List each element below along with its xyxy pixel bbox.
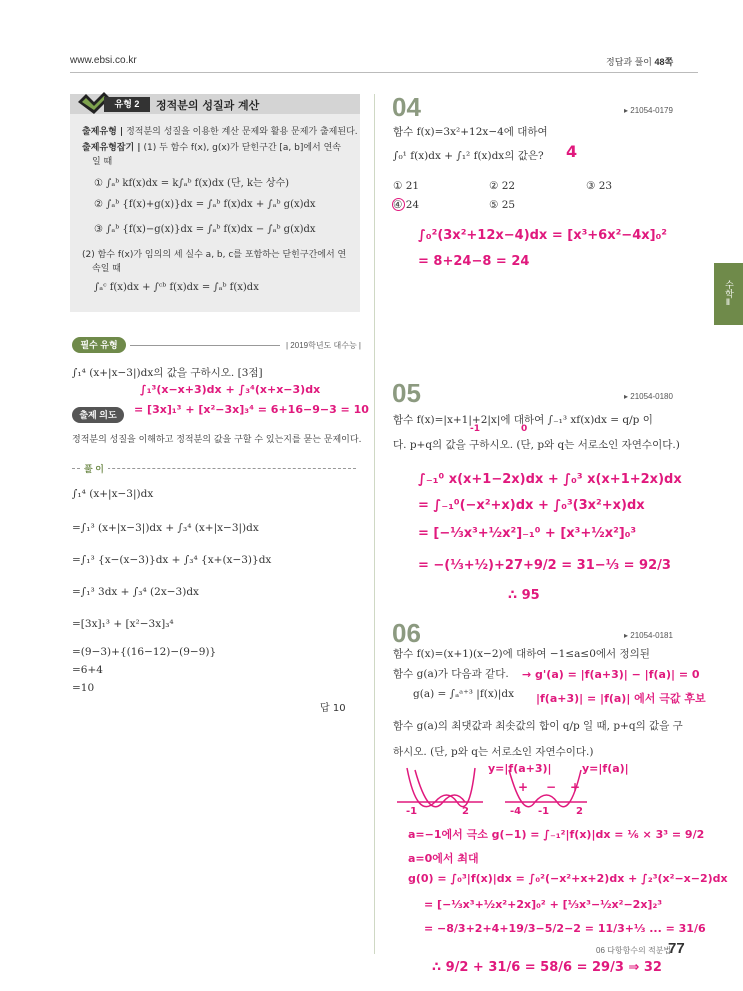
q05-line1: 함수 f(x)=|x+1|+2|x|에 대하여 ∫₋₁³ xf(x)dx = q/p 이 (393, 414, 653, 426)
solution-answer: 답 10 (320, 703, 346, 714)
solution-step-1: ∫₁⁴ (x+|x−3|)dx (72, 488, 154, 500)
q06-sign-plus-2: + (570, 780, 581, 794)
q05-hw-5: ∴ 95 (508, 588, 540, 603)
q06-hw-5: = −8/3+2+4+19/3−5/2−2 = 11/3+⅓ ... = 31/6 (424, 922, 706, 935)
footer-chapter: 06 다항함수의 적분법 (596, 946, 672, 955)
q05-hw-zero: 0 (521, 424, 528, 434)
q06-line1: 함수 f(x)=(x+1)(x−2)에 대하여 −1≤a≤0에서 정의된 (393, 648, 650, 660)
required-problem: ∫₁⁴ (x+|x−3|)dx의 값을 구하시오. [3점] (72, 367, 263, 379)
q06-graph-label-1: y=|f(a+3)| (488, 762, 552, 775)
required-badge: 필수 유형 (72, 337, 126, 353)
q06-hw-3: g(0) = ∫₀³|f(x)|dx = ∫₀²(−x²+x+2)dx + ∫₂³(x²−x−2)dx (408, 872, 728, 885)
type-badge: 유형 2 (104, 97, 150, 112)
q06-hw-1: a=−1에서 극소 g(−1) = ∫₋₁²|f(x)|dx = ⅙ × 3³ = 9/2 (408, 828, 705, 841)
property-2: ② ∫ₐᵇ {f(x)+g(x)}dx = ∫ₐᵇ f(x)dx + ∫ₐᵇ g(x)dx (94, 199, 316, 210)
type-box (70, 94, 360, 312)
solution-label: 풀 이 (80, 462, 108, 475)
q06-line2: 함수 g(a)가 다음과 같다. (393, 668, 509, 680)
side-tab[interactable]: 수학Ⅱ (714, 263, 743, 325)
q06-formula: g(a) = ∫ₐᵃ⁺³ |f(x)|dx (413, 688, 515, 700)
required-hw-2: = [3x]₁³ + [x²−3x]₃⁴ = 6+16−9−3 = 10 (134, 403, 369, 416)
q06-hw-2: a=0에서 최대 (408, 852, 479, 865)
solution-step-3: =∫₁³ {x−(x−3)}dx + ∫₃⁴ {x+(x−3)}dx (72, 554, 272, 566)
q04-choice-3[interactable]: ③ 23 (586, 180, 613, 192)
solution-rule (72, 468, 356, 470)
selected-answer-circle (392, 198, 405, 211)
q06-code: ▸ 21054-0181 (624, 631, 673, 640)
header-rule (70, 72, 698, 73)
solution-step-8: =10 (72, 682, 95, 694)
q06-graph-label-2: y=|f(a)| (582, 762, 629, 775)
required-rule (130, 345, 280, 346)
property-1: ① ∫ₐᵇ kf(x)dx = k∫ₐᵇ f(x)dx (단, k는 상수) (94, 178, 290, 189)
q04-number: 04 (392, 92, 421, 122)
q04-choice-2[interactable]: ② 22 (489, 180, 516, 192)
site-url: www.ebsi.co.kr (70, 55, 137, 66)
type-line1: 출제유형 | 정적분의 성질을 이용한 계산 문제와 활용 문제가 출제된다. (82, 127, 358, 137)
page-number: 77 (668, 940, 685, 957)
type-line2-cont: 일 때 (92, 157, 113, 167)
q05-hw-4: = −(⅓+½)+27+9/2 = 31−⅓ = 92/3 (418, 558, 671, 573)
column-divider (374, 94, 375, 954)
type-title: 정적분의 성질과 계산 (156, 99, 260, 112)
property-3: ③ ∫ₐᵇ {f(x)−g(x)}dx = ∫ₐᵇ f(x)dx − ∫ₐᵇ g(x)dx (94, 224, 316, 235)
q06-sign-minus: − (546, 780, 557, 794)
q04-choice-4[interactable]: ④ 24 (393, 199, 420, 211)
q06-hw-6: ∴ 9/2 + 31/6 = 58/6 = 29/3 ⇒ 32 (432, 960, 662, 975)
q06-line3: 함수 g(a)의 최댓값과 최솟값의 합이 q/p 일 때, p+q의 값을 구 (393, 720, 683, 732)
q05-hw-1: ∫₋₁⁰ x(x+1−2x)dx + ∫₀³ x(x+1+2x)dx (418, 472, 682, 487)
solution-step-5: =[3x]₁³ + [x²−3x]₃⁴ (72, 618, 174, 630)
q05-line2: 다. p+q의 값을 구하시오. (단, p와 q는 서로소인 자연수이다.) (393, 439, 680, 451)
q04-choice-5[interactable]: ⑤ 25 (489, 199, 516, 211)
q06-graph-label-5: -4 (510, 806, 522, 817)
q06-hw-right-1: → g'(a) = |f(a+3)| − |f(a)| = 0 (522, 668, 700, 681)
q05-hw-minus1: -1 (470, 424, 480, 434)
q04-choice-1[interactable]: ① 21 (393, 180, 420, 192)
solution-step-6: =(9−3)+{(16−12)−(9−9)} (72, 646, 217, 658)
type-line2: 출제유형잡기 | (1) 두 함수 f(x), g(x)가 닫힌구간 [a, b]에서 연속 (82, 143, 341, 153)
q05-number: 05 (392, 378, 421, 408)
q06-number: 06 (392, 618, 421, 648)
q06-hw-4: = [−⅓x³+½x²+2x]₀² + [⅓x³−½x²−2x]₂³ (424, 898, 663, 911)
solution-step-7: =6+4 (72, 664, 103, 676)
q04-code: ▸ 21054-0179 (624, 106, 673, 115)
q06-graph-label-7: 2 (576, 806, 583, 817)
solution-step-2: =∫₁³ (x+|x−3|)dx + ∫₃⁴ (x+|x−3|)dx (72, 522, 259, 534)
q06-sign-plus-1: + (518, 780, 529, 794)
intent-badge: 출제 의도 (72, 407, 124, 423)
q06-line4: 하시오. (단, p와 q는 서로소인 자연수이다.) (393, 746, 594, 758)
q04-line1: 함수 f(x)=3x²+12x−4에 대하여 (393, 126, 548, 138)
property-4: ∫ₐᶜ f(x)dx + ∫ᶜᵇ f(x)dx = ∫ₐᵇ f(x)dx (94, 282, 259, 293)
solution-step-4: =∫₁³ 3dx + ∫₃⁴ (2x−3)dx (72, 586, 199, 598)
q05-code: ▸ 21054-0180 (624, 392, 673, 401)
q04-hw-1: ∫₀²(3x²+12x−4)dx = [x³+6x²−4x]₀² (418, 228, 667, 243)
required-hw-1: ∫₁³(x−x+3)dx + ∫₃⁴(x+x−3)dx (140, 383, 321, 396)
q06-graph-label-3: -1 (406, 806, 418, 817)
type-part2-cont: 속일 때 (92, 264, 121, 274)
q06-graph-label-4: 2 (462, 806, 469, 817)
q06-hw-right-2: |f(a+3)| = |f(a)| 에서 극값 후보 (536, 692, 706, 705)
q04-hw-answer: 4 (566, 142, 578, 161)
intent-text: 정적분의 성질을 이해하고 정적분의 값을 구할 수 있는지를 묻는 문제이다. (72, 435, 362, 445)
q05-hw-3: = [−⅓x³+½x²]₋₁⁰ + [x³+½x²]₀³ (418, 526, 637, 541)
q06-graph-label-6: -1 (538, 806, 550, 817)
type-part2: (2) 함수 f(x)가 임의의 세 실수 a, b, c를 포함하는 닫힌구간에서 연 (82, 250, 347, 260)
required-source: | 2019학년도 대수능 | (286, 341, 361, 350)
q04-line2: ∫₀¹ f(x)dx + ∫₁² f(x)dx의 값은? (393, 150, 544, 162)
answer-reference: 정답과 풀이 48쪽 (606, 57, 674, 67)
q04-hw-2: = 8+24−8 = 24 (418, 254, 530, 269)
q05-hw-2: = ∫₋₁⁰(−x²+x)dx + ∫₀³(3x²+x)dx (418, 498, 645, 513)
